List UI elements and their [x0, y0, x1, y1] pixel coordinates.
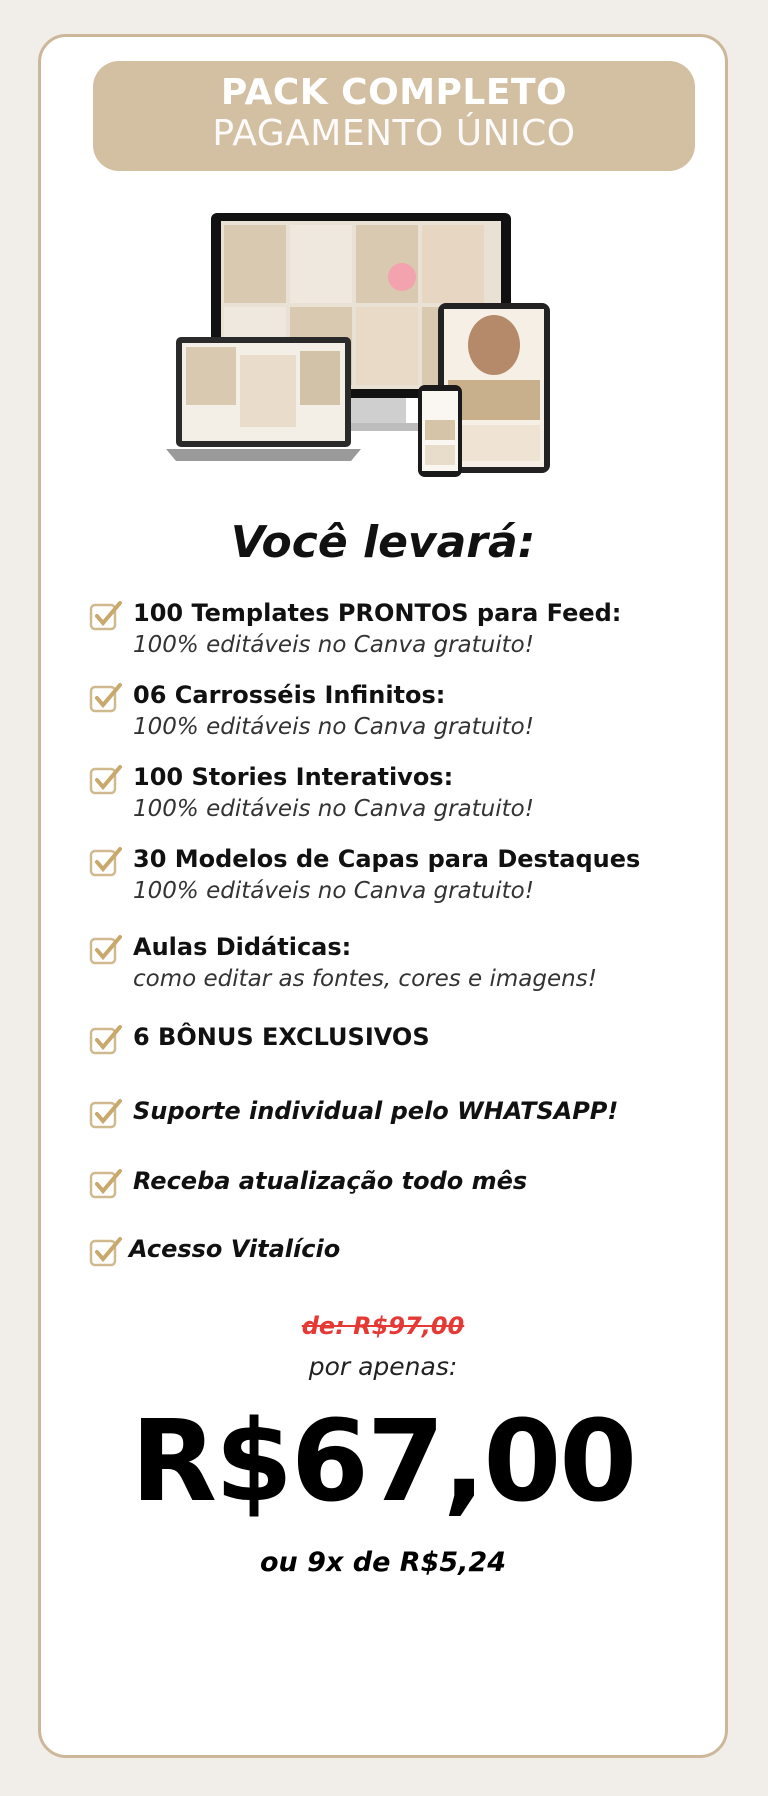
checkbox-icon	[89, 933, 123, 967]
checkbox-icon	[89, 845, 123, 879]
checkbox-icon	[89, 1023, 123, 1057]
checkbox-icon	[89, 1167, 123, 1201]
installments-text: ou 9x de R$5,24	[259, 1547, 506, 1578]
item-label: Receba atualização todo mês	[133, 1167, 528, 1195]
item-label: Suporte individual pelo WHATSAPP!	[133, 1097, 619, 1125]
checkbox-icon	[89, 681, 123, 715]
item-label: 6 BÔNUS EXCLUSIVOS	[133, 1023, 430, 1051]
item-label: 06 Carrosséis Infinitos:	[133, 681, 446, 709]
item-sublabel: 100% editáveis no Canva gratuito!	[133, 796, 534, 822]
checkbox-icon	[89, 763, 123, 797]
header-subtitle: PAGAMENTO ÚNICO	[212, 113, 576, 154]
price-caption: por apenas:	[308, 1352, 458, 1381]
item-label: 100 Stories Interativos:	[133, 763, 454, 791]
item-label: Aulas Didáticas:	[133, 933, 352, 961]
item-sublabel: como editar as fontes, cores e imagens!	[133, 966, 597, 992]
item-label: 100 Templates PRONTOS para Feed:	[133, 599, 622, 627]
includes-title: Você levará:	[230, 517, 536, 568]
pack-header	[93, 61, 695, 171]
devices-mockup	[166, 205, 626, 505]
checkbox-icon	[89, 599, 123, 633]
checkbox-icon	[89, 1097, 123, 1131]
header-title: PACK COMPLETO	[220, 72, 568, 113]
item-label: Acesso Vitalício	[129, 1235, 341, 1263]
item-sublabel: 100% editáveis no Canva gratuito!	[133, 878, 534, 904]
item-sublabel: 100% editáveis no Canva gratuito!	[133, 632, 534, 658]
current-price: R$67,00	[130, 1397, 636, 1527]
checkbox-icon	[89, 1235, 123, 1269]
item-label: 30 Modelos de Capas para Destaques	[133, 845, 641, 873]
old-price: de: R$97,00	[301, 1312, 465, 1340]
item-sublabel: 100% editáveis no Canva gratuito!	[133, 714, 534, 740]
offer-card	[38, 34, 728, 1758]
